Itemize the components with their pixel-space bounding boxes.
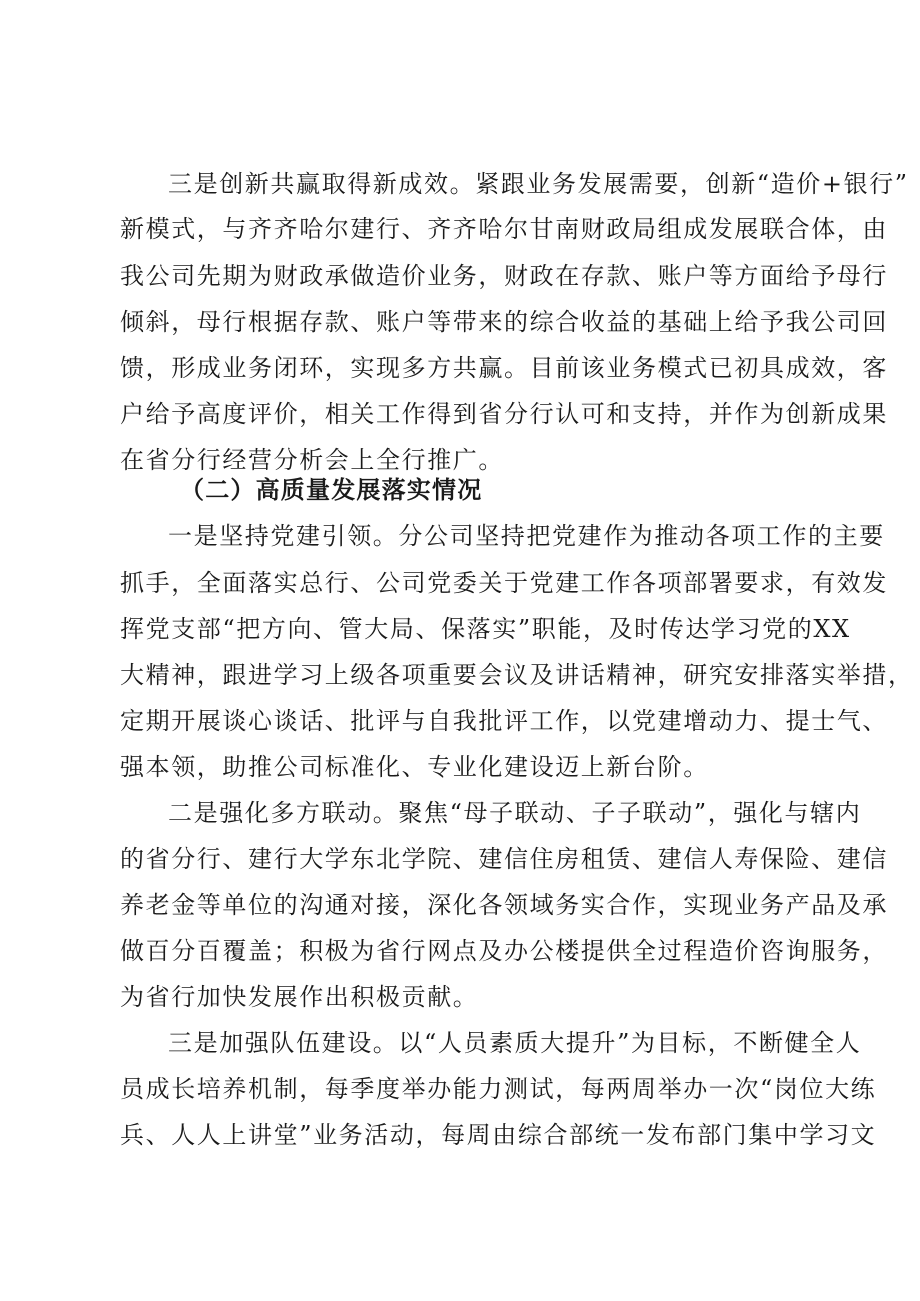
paragraph-line: 户给予高度评价，相关工作得到省分行认可和支持，并作为创新成果 [120,400,888,428]
paragraph-line: 兵、人人上讲堂”业务活动，每周由综合部统一发布部门集中学习文 [120,1121,877,1149]
paragraph-line: 馈，形成业务闭环，实现多方共赢。目前该业务模式已初具成效，客 [120,354,888,382]
paragraph-line: 为省行加快发展作出积极贡献。 [120,983,479,1011]
paragraph-line: 在省分行经营分析会上全行推广。 [120,446,504,474]
paragraph-line: 大精神，跟进学习上级各项重要会议及讲话精神，研究安排落实举措， [120,661,914,689]
paragraph-line: 三是加强队伍建设。以“人员素质大提升”为目标，不断健全人 [168,1029,862,1057]
paragraph-line: 定期开展谈心谈话、批评与自我批评工作，以党建增动力、提士气、 [120,707,888,735]
paragraph-line: 倾斜，母行根据存款、账户等带来的综合收益的基础上给予我公司回 [120,308,888,336]
paragraph-line: 新模式，与齐齐哈尔建行、齐齐哈尔甘南财政局组成发展联合体，由 [120,215,888,243]
paragraph-line: 一是坚持党建引领。分公司坚持把党建作为推动各项工作的主要 [168,522,885,550]
paragraph-line: 我公司先期为财政承做造价业务，财政在存款、账户等方面给予母行 [120,262,888,290]
paragraph-line: 强本领，助推公司标准化、专业化建设迈上新台阶。 [120,753,709,781]
paragraph-line: 做百分百覆盖；积极为省行网点及办公楼提供全过程造价咨询服务， [120,937,888,965]
paragraph-line: 挥党支部“把方向、管大局、保落实”职能，及时传达学习党的XX [120,615,851,643]
paragraph-line: 抓手，全面落实总行、公司党委关于党建工作各项部署要求，有效发 [120,569,888,597]
paragraph-line: 的省分行、建行大学东北学院、建信住房租赁、建信人寿保险、建信 [120,845,888,873]
paragraph-line: 养老金等单位的沟通对接，深化各领域务实合作，实现业务产品及承 [120,891,888,919]
section-heading: （二）高质量发展落实情况 [180,475,483,504]
paragraph-line: 员成长培养机制，每季度举办能力测试，每两周举办一次“岗位大练 [120,1075,877,1103]
paragraph-line: 三是创新共赢取得新成效。紧跟业务发展需要，创新“造价+银行” [168,170,909,198]
paragraph-line: 二是强化多方联动。聚焦“母子联动、子子联动”，强化与辖内 [168,799,862,827]
